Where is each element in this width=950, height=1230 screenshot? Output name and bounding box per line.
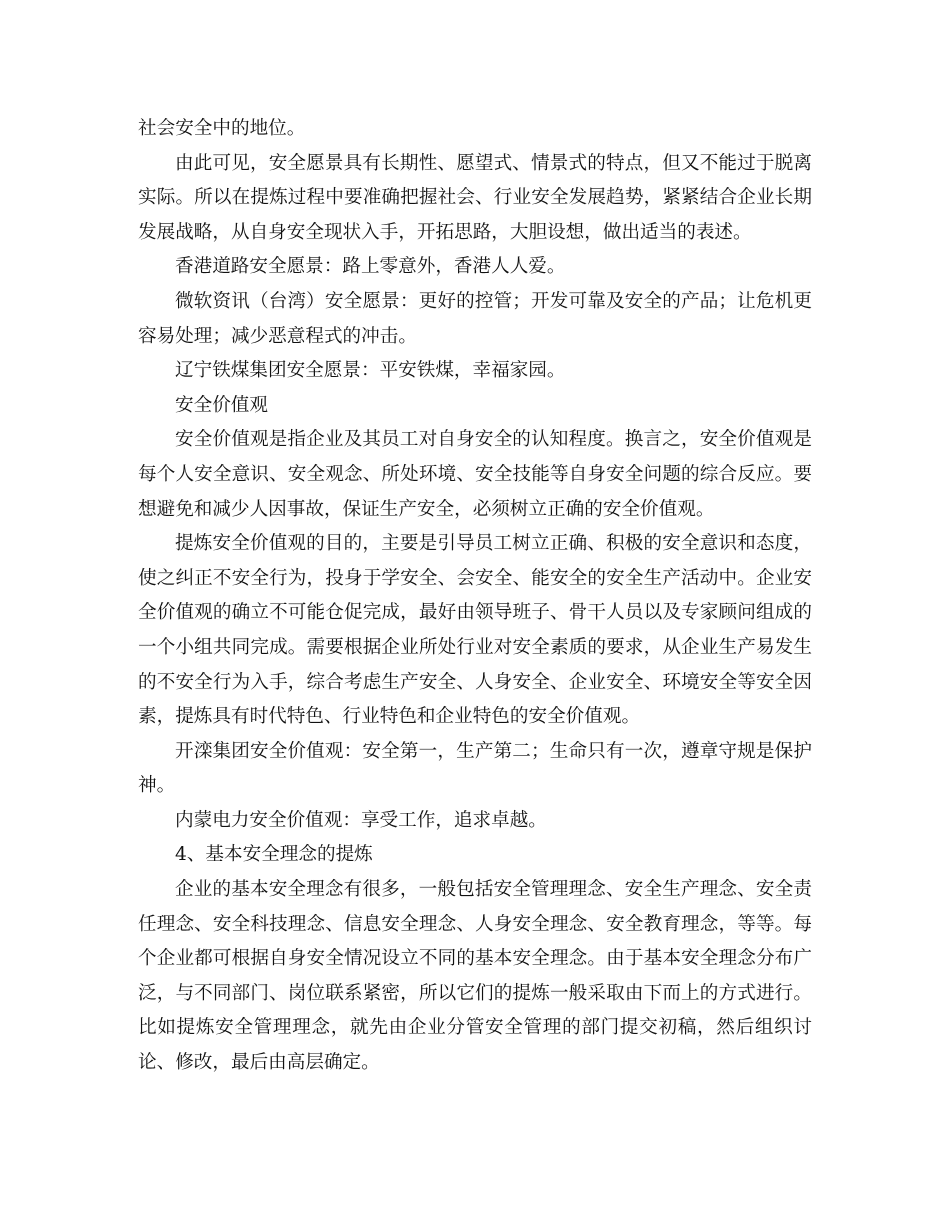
paragraph-2: 由此可见，安全愿景具有长期性、愿望式、情景式的特点，但又不能过于脱离实际。所以在提炼过程中要准确把握社会、行业安全发展趋势，紧紧结合企业长期发展战略，从自身安全现状入手，开拓思路，大胆设想，做出适当的表述。 (138, 152, 812, 243)
paragraph-7: 安全价值观是指企业及其员工对自身安全的认知程度。换言之，安全价值观是每个人安全意识、安全观念、所处环境、安全技能等自身安全问题的综合反应。要想避免和减少人因事故，保证生产安全，必须树立正确的安全价值观。 (138, 429, 812, 520)
paragraph-12: 企业的基本安全理念有很多，一般包括安全管理理念、安全生产理念、安全责任理念、安全科技理念、信息安全理念、人身安全理念、安全教育理念，等等。每个企业都可根据自身安全情况设立不同的基本安全理念。由于基本安全理念分布广泛，与不同部门、岗位联系紧密，所以它们的提炼一般采取由下而上的方式进行。比如提炼安全管理理念，就先由企业分管安全管理的部门提交初稿，然后组织讨论、修改，最后由高层确定。 (138, 879, 812, 1074)
paragraph-5: 辽宁铁煤集团安全愿景：平安铁煤，幸福家园。 (175, 360, 566, 382)
paragraph-10: 内蒙电力安全价值观：享受工作，追求卓越。 (175, 809, 547, 831)
section-heading-safety-values: 安全价值观 (175, 394, 268, 416)
paragraph-3: 香港道路安全愿景：路上零意外，香港人人爱。 (175, 256, 566, 278)
paragraph-9: 开滦集团安全价值观：安全第一，生产第二；生命只有一次，遵章守规是保护神。 (138, 740, 812, 797)
paragraph-4: 微软资讯（台湾）安全愿景：更好的控管；开发可靠及安全的产品；让危机更容易处理；减少恶意程式的冲击。 (138, 290, 812, 347)
document-body (138, 112, 812, 1081)
paragraph-1: 社会安全中的地位。 (138, 118, 306, 139)
paragraph-8: 提炼安全价值观的目的，主要是引导员工树立正确、积极的安全意识和态度，使之纠正不安全行为，投身于学安全、会安全、能安全的安全生产活动中。企业安全价值观的确立不可能仓促完成，最好由领导班子、骨干人员以及专家顾问组成的一个小组共同完成。需要根据企业所处行业对安全素质的要求，从企业生产易发生的不安全行为入手，综合考虑生产安全、人身安全、企业安全、环境安全等安全因素，提炼具有时代特色、行业特色和企业特色的安全价值观。 (138, 533, 812, 728)
section-heading-basic-concepts: 4、基本安全理念的提炼 (175, 844, 373, 866)
